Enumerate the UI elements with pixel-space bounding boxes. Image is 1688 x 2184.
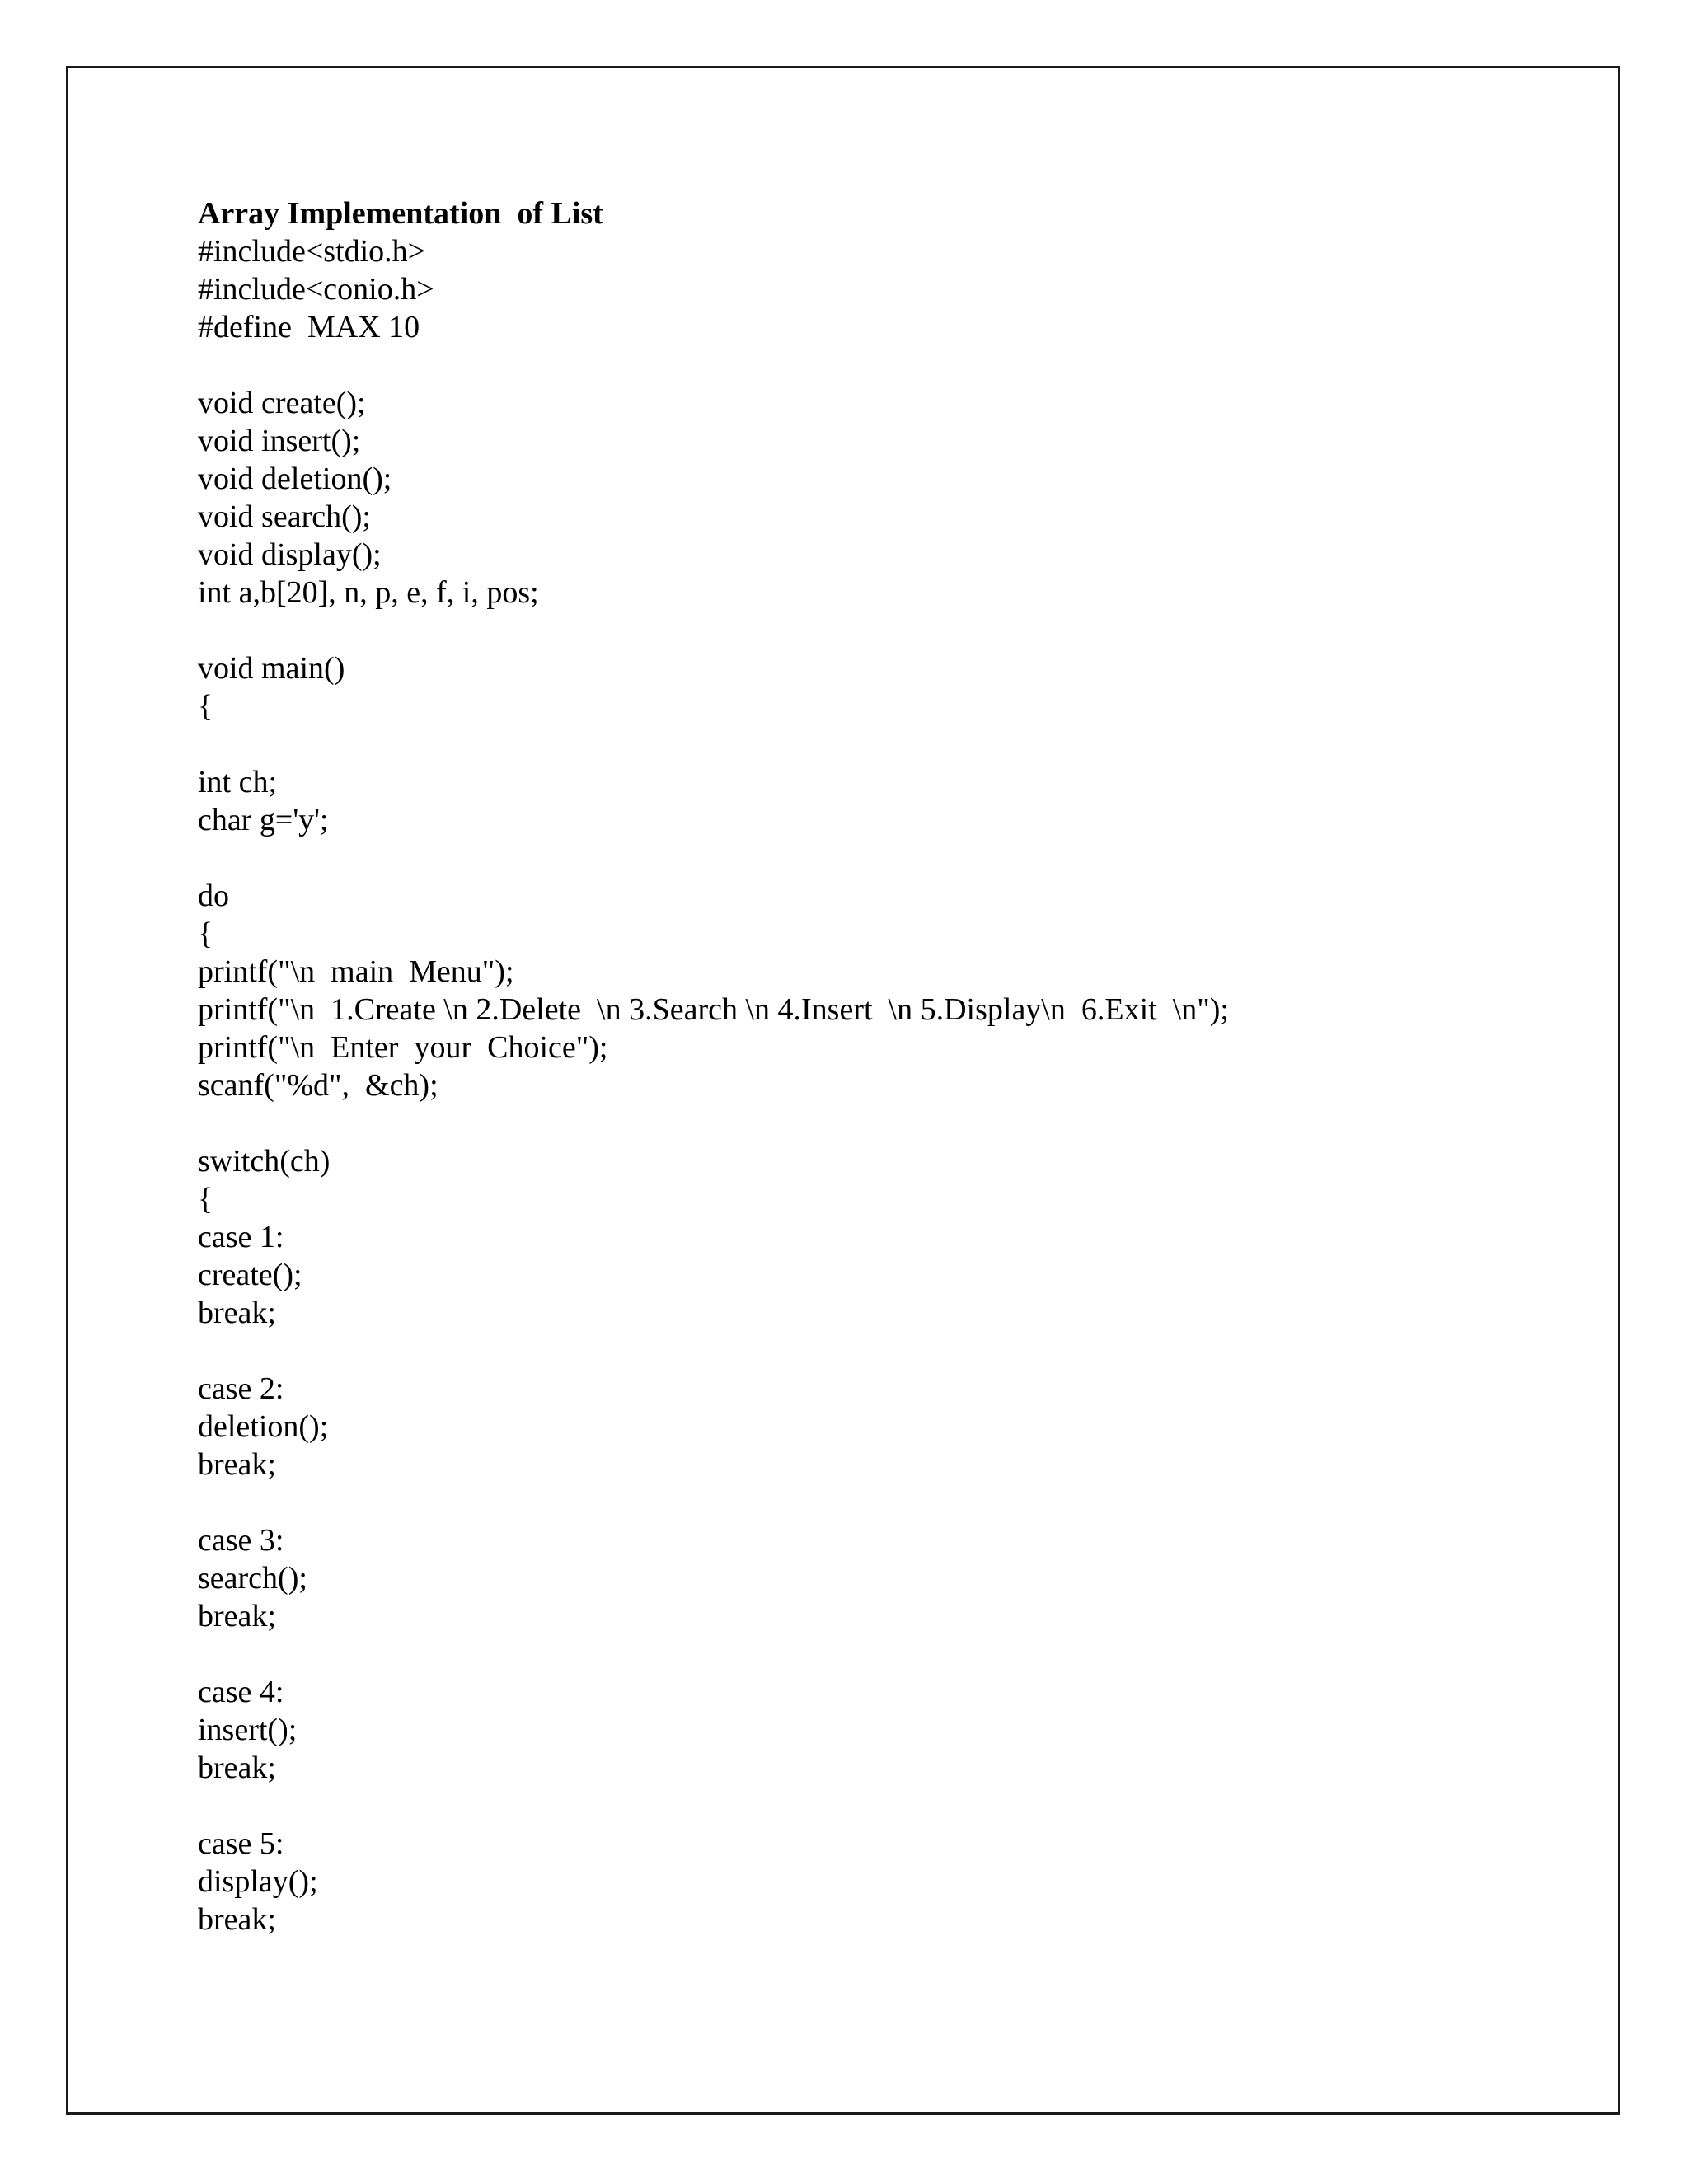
code-line: { bbox=[198, 1182, 213, 1216]
blank-line bbox=[198, 1635, 1566, 1673]
code-line: break; bbox=[198, 1750, 276, 1785]
code-block bbox=[198, 232, 1566, 1938]
blank-line bbox=[198, 346, 1566, 384]
code-line: display(); bbox=[198, 1864, 318, 1899]
code-line: switch(ch) bbox=[198, 1144, 331, 1179]
code-line: deletion(); bbox=[198, 1409, 329, 1444]
code-line: int ch; bbox=[198, 765, 278, 799]
code-line: search(); bbox=[198, 1561, 307, 1596]
code-line: void search(); bbox=[198, 499, 371, 534]
code-line: void create(); bbox=[198, 386, 366, 420]
code-line: #include<stdio.h> bbox=[198, 234, 426, 269]
code-line: break; bbox=[198, 1902, 276, 1937]
blank-line bbox=[198, 612, 1566, 649]
code-line: void display(); bbox=[198, 537, 382, 572]
code-line: #include<conio.h> bbox=[198, 272, 434, 307]
code-line: break; bbox=[198, 1296, 276, 1330]
code-line: printf("\n main Menu"); bbox=[198, 954, 514, 989]
code-line: case 1: bbox=[198, 1220, 284, 1254]
blank-line bbox=[198, 725, 1566, 763]
code-line: case 3: bbox=[198, 1523, 284, 1558]
document-content bbox=[198, 194, 1566, 1938]
code-line: { bbox=[198, 689, 213, 724]
document-title: Array Implementation of List bbox=[198, 196, 603, 231]
code-line: scanf("%d", &ch); bbox=[198, 1068, 438, 1103]
code-line: char g='y'; bbox=[198, 803, 329, 837]
code-line: case 4: bbox=[198, 1675, 284, 1709]
code-line: printf("\n Enter your Choice"); bbox=[198, 1030, 608, 1065]
blank-line bbox=[198, 1787, 1566, 1825]
code-line: break; bbox=[198, 1599, 276, 1633]
code-line: int a,b[20], n, p, e, f, i, pos; bbox=[198, 575, 539, 610]
code-line: do bbox=[198, 879, 229, 913]
code-line: insert(); bbox=[198, 1713, 298, 1747]
code-line: { bbox=[198, 916, 213, 951]
code-line: void deletion(); bbox=[198, 462, 392, 496]
code-line: create(); bbox=[198, 1258, 302, 1292]
code-line: #define MAX 10 bbox=[198, 310, 420, 344]
blank-line bbox=[198, 1104, 1566, 1142]
blank-line bbox=[198, 839, 1566, 877]
code-line: break; bbox=[198, 1447, 276, 1482]
code-line: void main() bbox=[198, 651, 345, 686]
code-line: printf("\n 1.Create \n 2.Delete \n 3.Search \n 4.Insert \n 5.Display\n 6.Exit \n"); bbox=[198, 992, 1229, 1027]
code-line: void insert(); bbox=[198, 424, 361, 458]
code-line: case 5: bbox=[198, 1826, 284, 1861]
blank-line bbox=[198, 1483, 1566, 1521]
blank-line bbox=[198, 1332, 1566, 1370]
code-line: case 2: bbox=[198, 1371, 284, 1406]
